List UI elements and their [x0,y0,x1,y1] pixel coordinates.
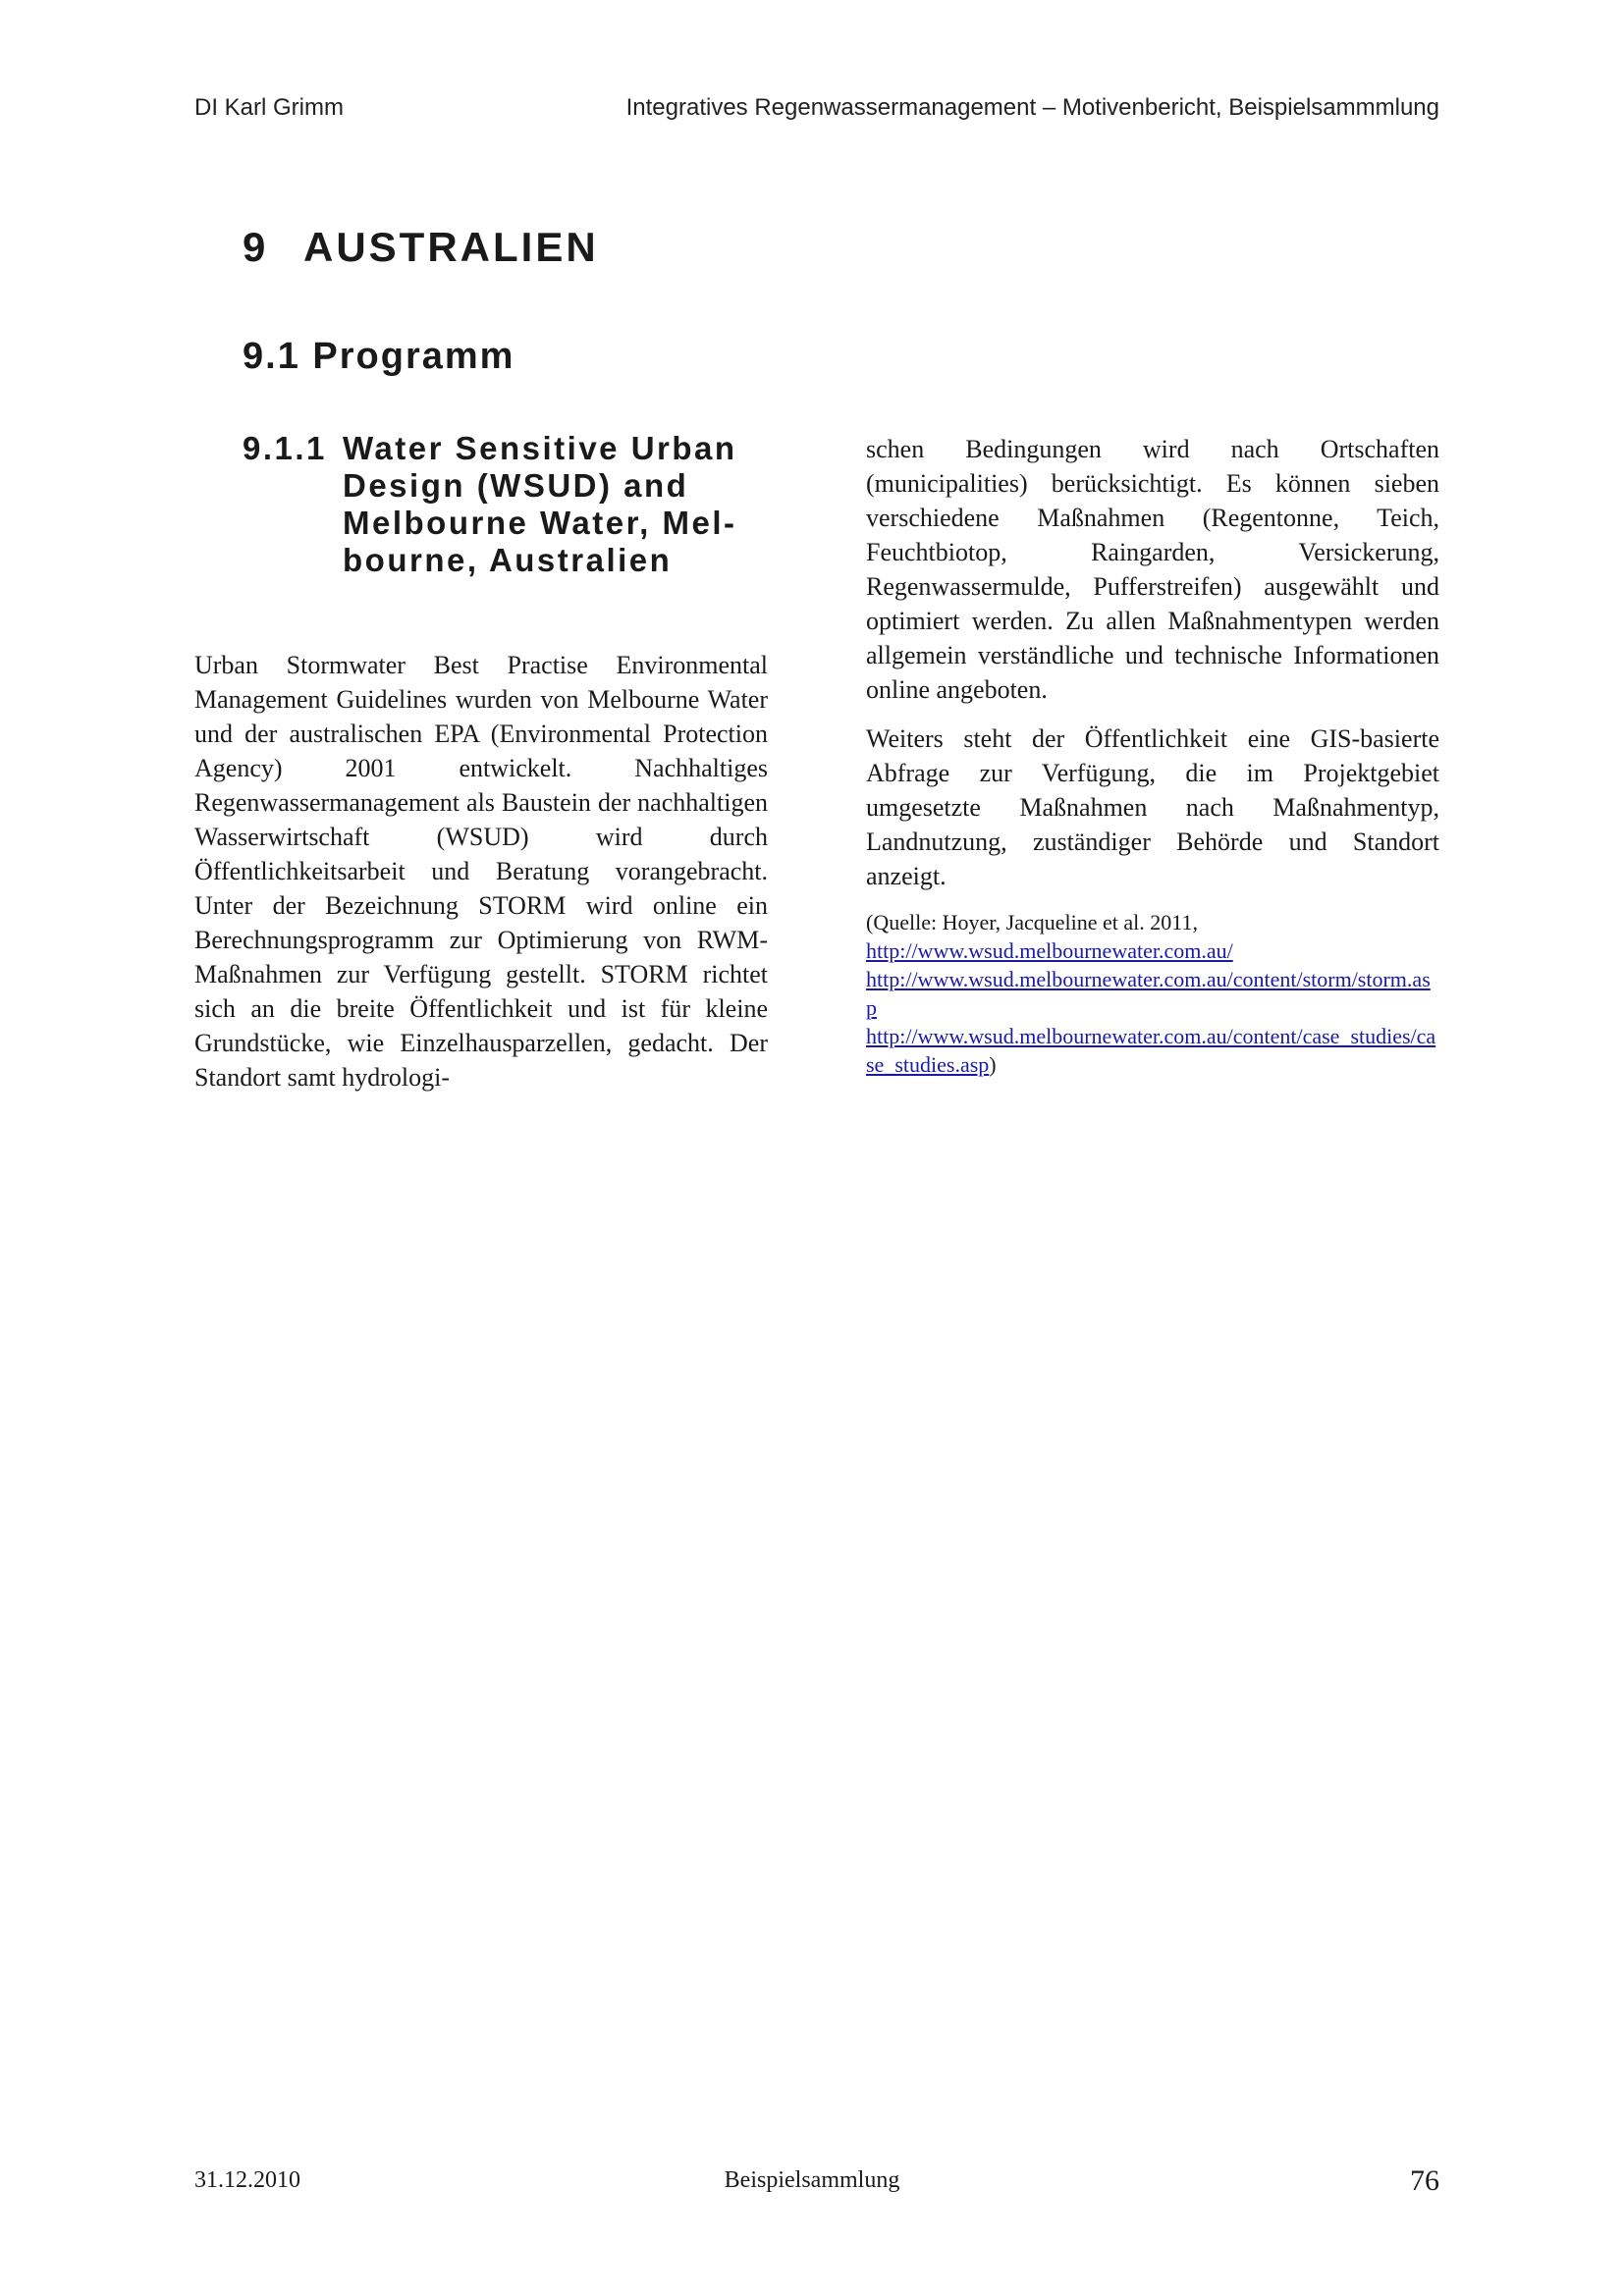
subsection-heading [243,430,753,579]
body-paragraph-2: Weiters steht der Öffentlichkeit eine GIS-basierte Abfrage zur Verfügung, die im Projektgebiet umgesetzte Maßnahmen nach Maßnahmentyp, Landnutzung, zuständiger Behörde und Standort anzeigt. [866,724,1439,890]
section-heading [243,336,514,378]
body-column-right [866,432,1439,1094]
source-suffix: ) [989,1052,997,1077]
header-author: DI Karl Grimm [194,94,344,121]
source-citation [866,908,1439,1079]
section-title: Programm [312,336,515,377]
chapter-heading [243,224,599,271]
source-link-2[interactable]: http://www.wsud.melbournewater.com.au/content/storm/storm.asp [866,967,1431,1020]
page-number: 76 [1410,2164,1439,2197]
header-title: Integratives Regenwassermanagement – Motivenbericht, Beispielsammmlung [625,94,1439,121]
body-column-left [194,648,768,1109]
body-paragraph-1-part-1: Urban Stormwater Best Practise Environmental Management Guidelines wurden von Melbourne Water und der australischen EPA (Environmental Protection Agency) 2001 entwickelt. Nachhaltiges Regenwassermanagement als Baustein der nachhaltigen Wasserwirtschaft (WSUD) wird durch Öffentlichkeitsarbeit und Beratung vorangebracht. Unter der Bezeichnung STORM wird online ein Berechnungsprogramm zur Optimierung von RWM-Maßnahmen zur Verfügung gestellt. STORM richtet sich an die breite Öffentlichkeit und ist für kleine Grundstücke, wie Einzelhausparzellen, gedacht. Der Standort samt hydrologi- [194,651,768,1092]
section-number: 9.1 [243,336,300,377]
chapter-number: 9 [243,224,269,270]
source-prefix: (Quelle: Hoyer, Jacqueline et al. 2011, [866,910,1198,934]
source-link-1[interactable]: http://www.wsud.melbournewater.com.au/ [866,938,1233,963]
subsection-number: 9.1.1 [243,430,327,466]
subsection-title: Water Sensitive Urban Design (WSUD) and Melbourne Water, Melbourne, Australien [343,430,737,578]
footer-label: Beispielsammlung [724,2167,900,2193]
source-link-3[interactable]: http://www.wsud.melbournewater.com.au/content/case_studies/case_studies.asp [866,1024,1436,1077]
body-paragraph-1-part-2: schen Bedingungen wird nach Ortschaften (municipalities) berücksichtigt. Es können sieben verschiedene Maßnahmen (Regentonne, Teich, Feuchtbiotop, Raingarden, Versickerung, Regenwassermulde, Pufferstreifen) ausgewählt und optimiert werden. Zu allen Maßnahmentypen werden allgemein verständliche und technische Informationen online angeboten. [866,435,1439,704]
footer-date: 31.12.2010 [194,2167,300,2193]
chapter-title: AUSTRALIEN [303,224,599,270]
